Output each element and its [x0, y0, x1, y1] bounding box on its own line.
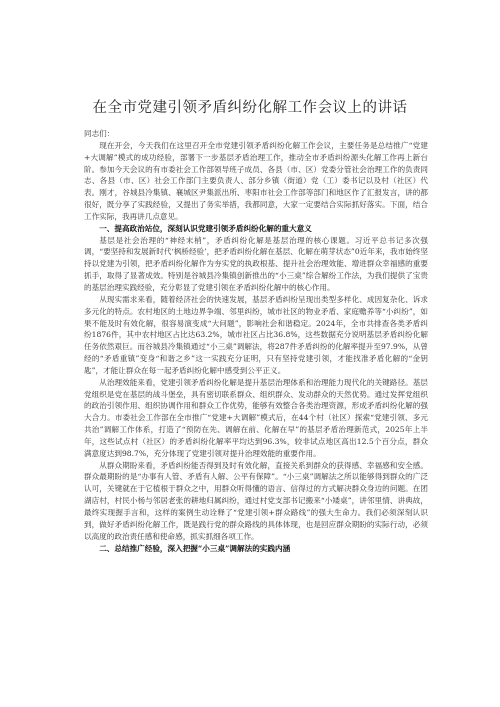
intro-paragraph: 现在开会，今天我们在这里召开全市党建引领矛盾纠纷化解工作会议，主要任务是总结推广“党建+大调解”模式的成功经验，部署下一步基层矛盾治理工作，推动全市矛盾纠纷源头化解工作再上新台阶。参加今天会议的有市委社会工作部领导班子成员、各县（市、区）党委分管社会治理工作的负责同志、各县（市、区）社会工作部门主要负责人、部分乡镇（街道）党（工）委书记以及村（社区）代表。刚才，谷城县冷集镇、襄城区尹集派出所、枣阳市社会工作部等部门和地区作了汇报发言，讲的都很好，既分享了实践经验，又提出了务实举措，我都同意，大家一定要结合实际抓好落实。下面，结合工作实际，我再讲几点意见。 [84, 140, 428, 221]
document-body [84, 128, 428, 554]
section-heading-2: 二、总结推广经验，深入把握“小三桌”调解法的实践内涵 [99, 543, 291, 553]
page-title: 在全市党建引领矛盾纠纷化解工作会议上的讲话 [92, 100, 408, 116]
section1-paragraph-4: 从群众期盼来看，矛盾纠纷能否得到及时有效化解，直接关系到群众的获得感、幸福感和安全感。群众最期盼的是“办事有人管、矛盾有人解、公平有保障”。“小三桌”调解法之所以能够得到群众的广泛认可，关键就在于它植根于群众之中，用群众听得懂的语言、信得过的方式解决群众身边的问题。在团湖店村，村民小杨与邻居老张的耕地归属纠纷，通过村党支部书记搬来“小矮桌”，讲邻里情、讲典故，最终实现握手言和，这样的案例生动诠释了“党建引领+群众路线”的强大生命力。我们必须深刻认识到，做好矛盾纠纷化解工作，既是践行党的群众路线的具体体现，也是回应群众期盼的实际行动，必须以高度的政治责任感和使命感，抓实抓细各项工作。 [84, 460, 428, 541]
section1-paragraph-2: 从现实需求来看，随着经济社会的快速发展，基层矛盾纠纷呈现出类型多样化、成因复杂化、诉求多元化的特点。农村地区的土地边界争端、邻里纠纷，城市社区的物业矛盾、家庭赡养等“小纠纷”，如果不能及时有效化解，很容易演变成“大问题”，影响社会和谐稳定。2024年，全市共排查各类矛盾纠纷1876件，其中农村地区占比达63.2%，城市社区占比36.8%，这些数据充分说明基层矛盾纠纷化解任务依然艰巨。而谷城县冷集镇通过“小三桌”调解法，将287件矛盾纠纷的化解率提升至97.9%，从曾经的“矛盾重镇”变身“和谐之乡”这一实践充分证明，只有坚持党建引领，才能找准矛盾化解的“金钥匙”，才能让群众在每一起矛盾纠纷化解中感受到公平正义。 [84, 294, 428, 375]
greeting: 同志们： [84, 129, 115, 138]
section1-paragraph-1: 基层是社会治理的“神经末梢”，矛盾纠纷化解是基层治理的核心课题。习近平总书记多次强调，“要坚持和发展新时代‘枫桥经验’，把矛盾纠纷化解在基层、化解在萌芽状态”0近年来，我市始终坚持以党建为引领，把矛盾纠纷化解作为夯实党的执政根基、提升社会治理效能、增进群众幸福感的重要抓手，取得了显著成效。特别是谷城县冷集镇创新推出的“小三桌”综合解纷工作法，为我们提供了宝贵的基层治理实践经验，充分彰显了党建引领在矛盾纠纷化解中的核心作用。 [84, 235, 428, 292]
section1-paragraph-3: 从治理效能来看，党建引领矛盾纠纷化解是提升基层治理体系和治理能力现代化的关键路径。基层党组织是党在基层的战斗堡垒，具有密切联系群众、组织群众、发动群众的天然优势。通过发挥党组织的政治引领作用、组织协调作用和群众工作优势，能够有效整合各类治理资源，形成矛盾纠纷化解的强大合力。市委社会工作部在全市推广“党建+大调解”模式后，在44个村（社区）探索“党建引领、多元共治”调解工作体系，打造了“预防在先、调解在前、化解在早”的基层矛盾治理新范式，2025年上半年，这些试点村（社区）的矛盾纠纷化解率平均达到96.3%，较非试点地区高出12.5个百分点，群众满意度达到98.7%，充分体现了党建引领对提升治理效能的重要作用。 [84, 377, 428, 458]
section-heading-1: 一、提高政治站位，深刻认识党建引领矛盾纠纷化解的重大意义 [99, 223, 312, 233]
